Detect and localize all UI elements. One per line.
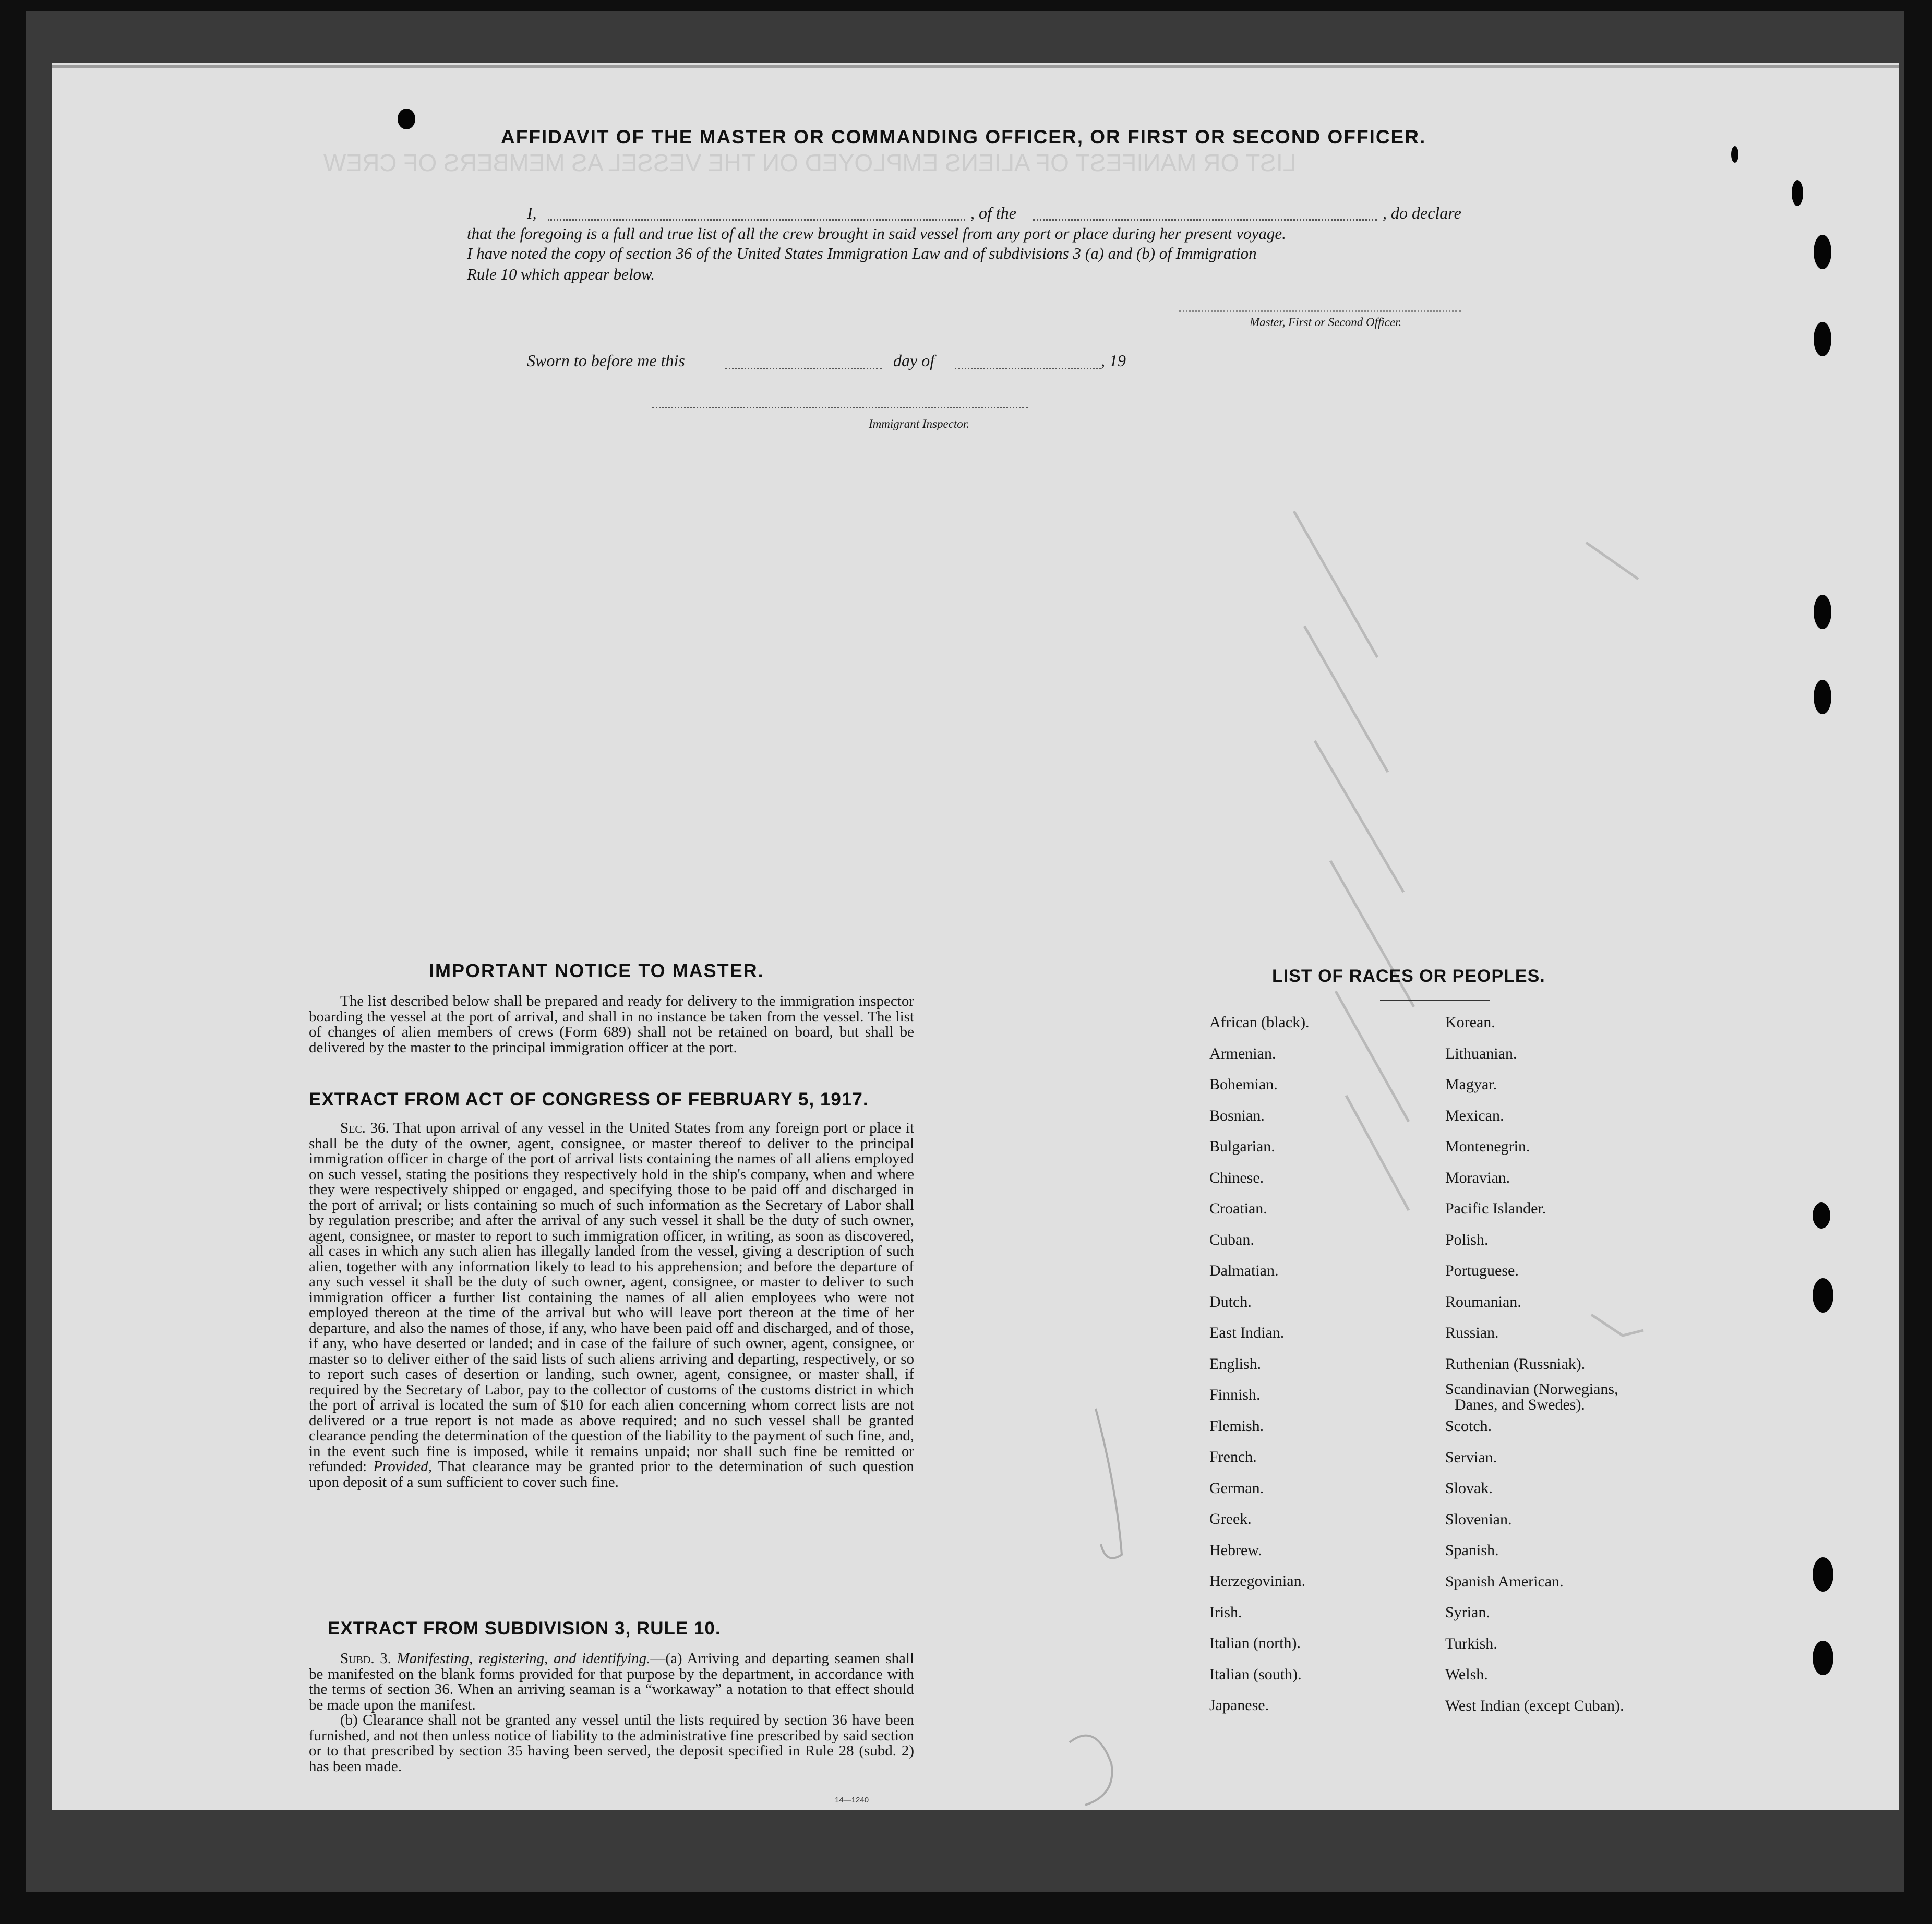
inspector-signature-field[interactable] xyxy=(652,407,1028,408)
race-item: Japanese. xyxy=(1209,1697,1269,1714)
race-item: Lithuanian. xyxy=(1445,1044,1517,1062)
race-item: Italian (north). xyxy=(1209,1634,1301,1652)
race-item: East Indian. xyxy=(1209,1324,1285,1341)
race-item: Welsh. xyxy=(1445,1666,1488,1683)
declare-label: , do declare xyxy=(1383,203,1461,222)
section-label: Sec. 36. xyxy=(340,1120,389,1136)
form-number: 14—1240 xyxy=(835,1796,869,1805)
sworn-month-field[interactable] xyxy=(955,368,1101,369)
race-item: Bulgarian. xyxy=(1209,1138,1275,1155)
race-item: Pacific Islander. xyxy=(1445,1200,1546,1217)
race-item: Bohemian. xyxy=(1209,1076,1278,1093)
race-item: Syrian. xyxy=(1445,1604,1490,1621)
notice-body xyxy=(309,994,914,1055)
race-item: Scotch. xyxy=(1445,1417,1492,1435)
race-item: West Indian (except Cuban). xyxy=(1445,1697,1624,1714)
race-item: Finnish. xyxy=(1209,1386,1261,1403)
master-signature-label: Master, First or Second Officer. xyxy=(1250,316,1402,329)
inspector-signature-label: Immigrant Inspector. xyxy=(869,417,969,430)
race-item: Croatian. xyxy=(1209,1200,1267,1217)
race-item: Korean. xyxy=(1445,1014,1495,1031)
race-item: Turkish. xyxy=(1445,1634,1497,1652)
day-of-label: day of xyxy=(893,351,935,370)
races-left-column xyxy=(1209,1007,1310,1721)
rule-extract-body xyxy=(309,1651,914,1774)
race-item: Polish. xyxy=(1445,1231,1489,1248)
race-item: Spanish. xyxy=(1445,1542,1499,1559)
race-item: Slovak. xyxy=(1445,1480,1493,1497)
race-item: Irish. xyxy=(1209,1603,1242,1621)
race-item: Russian. xyxy=(1445,1324,1499,1341)
race-item: Dutch. xyxy=(1209,1293,1252,1310)
race-item: Moravian. xyxy=(1445,1169,1510,1186)
act-extract-body xyxy=(309,1121,914,1490)
sworn-day-field[interactable] xyxy=(725,368,882,369)
race-item: Chinese. xyxy=(1209,1169,1264,1186)
sworn-label: Sworn to before me this xyxy=(527,351,685,370)
section-36-text: That upon arrival of any vessel in the United States from any foreign port or place it shall be the duty of the owner, agent, consignee, or master thereof to deliver to the principal immigration officer in charge of the port of arrival lists containing the names of all aliens employed on such vessel, stating the positions they respectively hold in the ship's company, when and where they were respectively shipped or engaged, and specifying those to be paid off and discharged in the port of arrival; or lists containing so much of such information as the Secretary of Labor shall by regulation prescribe; and after the arrival of any such vessel it shall be the duty of such owner, agent, consignee, or master to report to such immigration officer, in writing, as soon as discovered, all cases in which any such alien has illegally landed from the vessel, giving a description of such alien, together with any information likely to lead to his apprehension; and before the departure of any such vessel it shall be the duty of such owner, agent, consignee, or master to deliver to such immigration officer a further list containing the names of all alien employees who were not employed thereon at the time of the arrival but who will leave port thereon at the time of her departure, and also the names of those, if any, who have been paid off and discharged, and of those, if any, who have deserted or landed; and in case of the failure of such owner, agent, consignee, or master so to deliver either of the said lists of such aliens arriving and departing, respectively, or so to report such cases of desertion or landing, such owner, agent, consignee, or master shall, if required by the Secretary of Labor, pay to the collector of customs of the customs district in which the port of arrival is located the sum of $10 for each alien concerning whom correct lists are not delivered or a true report is not made as above required; and no such vessel shall be granted clearance pending the determination of the question of the liability to the payment of such fine, and, in the event such fine is imposed, while it remains unpaid; nor shall such fine be remitted or refunded: xyxy=(309,1120,914,1475)
race-item: Scandinavian (Norwegians, xyxy=(1445,1380,1618,1398)
race-item: Servian. xyxy=(1445,1448,1497,1466)
race-item: Roumanian. xyxy=(1445,1293,1521,1310)
race-item: German. xyxy=(1209,1479,1264,1497)
subdivision-a-text: —(a) Arriving and departing seamen shall be manifested on the blank forms provided for that purpose by the department, in accordance with the terms of section 36. When an arriving seaman is a “workaway” a notation to that effect should be made upon the manifest. xyxy=(309,1650,914,1713)
race-item: Italian (south). xyxy=(1209,1665,1302,1683)
races-title-rule xyxy=(1380,1000,1490,1001)
race-item: Danes, and Swedes). xyxy=(1455,1396,1585,1413)
vessel-label: , of the xyxy=(970,203,1016,222)
provided-label: Provided, xyxy=(373,1458,432,1475)
races-right-column xyxy=(1445,1007,1624,1721)
section-36-ending: That clearance may be granted prior to the determination of such question upon deposit of a sum sufficient to cover such fine. xyxy=(309,1458,914,1490)
affiant-label: I, xyxy=(527,203,537,222)
section-36-paragraph xyxy=(309,1121,914,1490)
race-item: Slovenian. xyxy=(1445,1510,1512,1528)
races-title: LIST OF RACES OR PEOPLES. xyxy=(1272,966,1545,986)
act-extract-title: EXTRACT FROM ACT OF CONGRESS OF FEBRUARY 5, 1917. xyxy=(309,1089,869,1110)
race-item: Spanish American. xyxy=(1445,1572,1564,1590)
affiant-name-field[interactable] xyxy=(548,219,965,221)
race-item: Montenegrin. xyxy=(1445,1138,1530,1155)
vessel-name-field[interactable] xyxy=(1033,219,1377,221)
race-item: Bosnian. xyxy=(1209,1107,1265,1124)
notice-paragraph: The list described below shall be prepared and ready for delivery to the immigration inspector boarding the vessel at the port of arrival, and shall in no instance be taken from the vessel. The list of changes of alien members of crews (Form 689) shall not be retained on board, but shall be delivered by the master to the principal immigration officer at the port. xyxy=(309,993,914,1056)
affidavit-line-4: Rule 10 which appear below. xyxy=(467,265,655,283)
affidavit-title: AFFIDAVIT OF THE MASTER OR COMMANDING OFFICER, OR FIRST OR SECOND OFFICER. xyxy=(501,126,1426,148)
rule-extract-title: EXTRACT FROM SUBDIVISION 3, RULE 10. xyxy=(328,1618,721,1639)
year-label: , 19 xyxy=(1101,351,1126,370)
race-item: Armenian. xyxy=(1209,1044,1276,1062)
race-item: French. xyxy=(1209,1448,1257,1465)
race-item: Flemish. xyxy=(1209,1417,1264,1435)
race-item: Hebrew. xyxy=(1209,1541,1262,1559)
subdivision-title: Manifesting, registering, and identifying. xyxy=(397,1650,651,1667)
affidavit-line-2: that the foregoing is a full and true list of all the crew brought in said vessel from any port or place during her present voyage. xyxy=(467,224,1286,243)
master-signature-field[interactable] xyxy=(1179,310,1461,312)
subdivision-a-paragraph xyxy=(309,1651,914,1713)
notice-title: IMPORTANT NOTICE TO MASTER. xyxy=(429,960,764,981)
race-item: Greek. xyxy=(1209,1510,1252,1528)
race-item: Magyar. xyxy=(1445,1076,1497,1093)
subdivision-b-paragraph: (b) Clearance shall not be granted any vessel until the lists required by section 36 have been furnished, and not then unless notice of liability to the administrative fine prescribed by said section or to that prescribed by section 35 having been served, the deposit specified in Rule 28 (subd. 2) has been made. xyxy=(309,1712,914,1775)
race-item: Portuguese. xyxy=(1445,1262,1519,1279)
race-item: Ruthenian (Russniak). xyxy=(1445,1355,1586,1373)
bleed-through-text: LIST OR MANIFEST OF ALIENS EMPLOYED ON THE VESSEL AS MEMBERS OF CREW xyxy=(323,149,1297,176)
affidavit-line-3: I have noted the copy of section 36 of the United States Immigration Law and of subdivisions 3 (a) and (b) of Immigration xyxy=(467,244,1257,262)
race-item: Herzegovinian. xyxy=(1209,1572,1306,1590)
race-item: African (black). xyxy=(1209,1014,1310,1031)
subdivision-label: Subd. 3. xyxy=(340,1650,391,1667)
race-item: Dalmatian. xyxy=(1209,1262,1279,1279)
race-item: Cuban. xyxy=(1209,1231,1254,1248)
race-item: English. xyxy=(1209,1355,1262,1373)
race-item: Mexican. xyxy=(1445,1107,1504,1124)
